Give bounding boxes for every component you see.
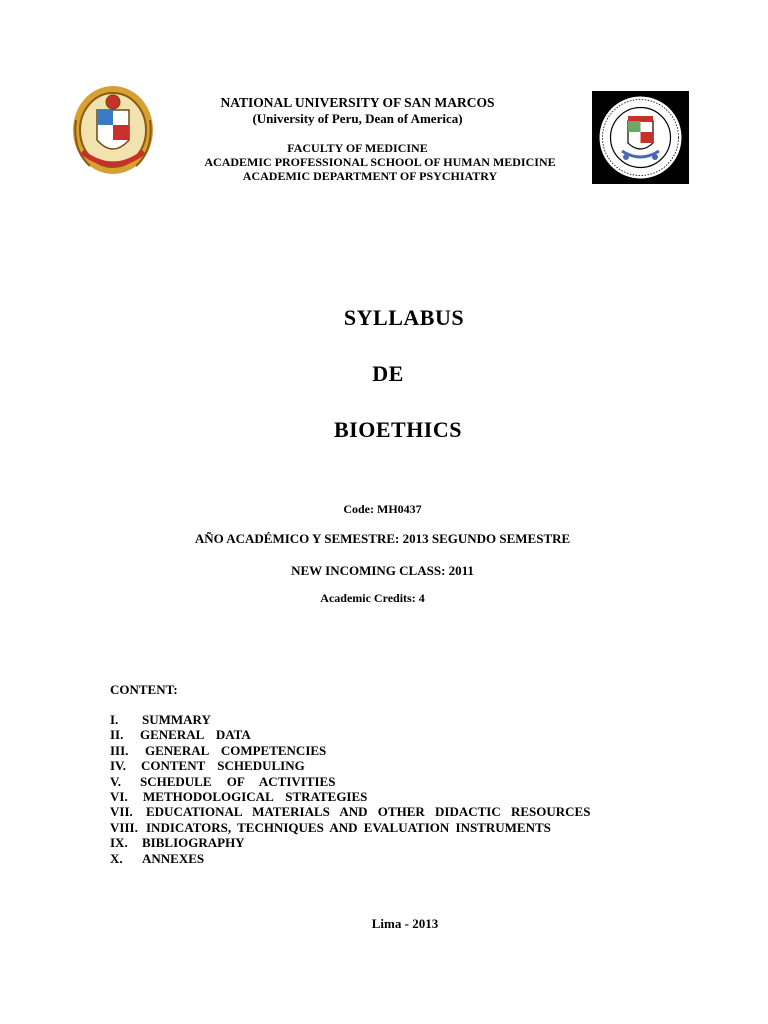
item-label: SUMMARY bbox=[142, 712, 211, 727]
item-number: VIII. bbox=[110, 819, 138, 835]
item-number: VI. bbox=[110, 788, 128, 804]
title-line-2: DE bbox=[372, 361, 404, 386]
item-number: III. bbox=[110, 742, 129, 758]
item-label: SCHEDULE OF ACTIVITIES bbox=[140, 773, 336, 789]
item-label: ANNEXES bbox=[142, 850, 205, 866]
university-crest-icon bbox=[70, 80, 156, 178]
school-name: ACADEMIC PROFESSIONAL SCHOOL OF HUMAN MEDICINE bbox=[204, 155, 556, 169]
faculty-name: FACULTY OF MEDICINE bbox=[287, 141, 428, 155]
item-number: VII. bbox=[110, 804, 133, 820]
item-number: X. bbox=[110, 850, 123, 866]
item-label: GENERAL COMPETENCIES bbox=[145, 742, 327, 758]
list-item bbox=[110, 758, 590, 773]
content-heading: CONTENT: bbox=[110, 682, 178, 697]
list-item bbox=[110, 804, 590, 819]
university-subtitle: (University of Peru, Dean of America) bbox=[252, 111, 463, 126]
footer-place-date: Lima - 2013 bbox=[371, 916, 439, 931]
academic-credits: Academic Credits: 4 bbox=[320, 591, 425, 605]
list-item bbox=[110, 743, 590, 758]
faculty-seal-icon bbox=[592, 91, 689, 184]
list-item bbox=[110, 712, 590, 727]
item-label: CONTENT SCHEDULING bbox=[141, 758, 305, 774]
list-item bbox=[110, 774, 590, 789]
title-line-3: BIOETHICS bbox=[334, 417, 462, 442]
title-line-1: SYLLABUS bbox=[343, 305, 465, 330]
course-code: Code: MH0437 bbox=[343, 502, 422, 516]
item-number: IX. bbox=[110, 835, 128, 851]
list-item bbox=[110, 851, 590, 866]
university-name: NATIONAL UNIVERSITY OF SAN MARCOS bbox=[220, 95, 495, 110]
item-number: IV. bbox=[110, 758, 127, 774]
item-label: METHODOLOGICAL STRATEGIES bbox=[143, 788, 368, 804]
item-label: GENERAL DATA bbox=[140, 727, 251, 743]
item-number: V. bbox=[110, 773, 121, 789]
item-label: EDUCATIONAL MATERIALS AND OTHER DIDACTIC RESOURCES bbox=[146, 804, 591, 820]
table-of-contents bbox=[110, 712, 590, 866]
list-item bbox=[110, 727, 590, 742]
item-label: INDICATORS, TECHNIQUES AND EVALUATION INSTRUMENTS bbox=[146, 819, 551, 835]
list-item bbox=[110, 835, 590, 850]
item-label: BIBLIOGRAPHY bbox=[142, 835, 245, 851]
list-item bbox=[110, 820, 590, 835]
department-name: ACADEMIC DEPARTMENT OF PSYCHIATRY bbox=[242, 169, 498, 183]
item-number: I. bbox=[110, 712, 119, 727]
academic-year: AÑO ACADÉMICO Y SEMESTRE: 2013 SEGUNDO SEMESTRE bbox=[194, 531, 571, 546]
list-item bbox=[110, 789, 590, 804]
item-number: II. bbox=[110, 727, 124, 743]
incoming-class: NEW INCOMING CLASS: 2011 bbox=[291, 563, 474, 578]
